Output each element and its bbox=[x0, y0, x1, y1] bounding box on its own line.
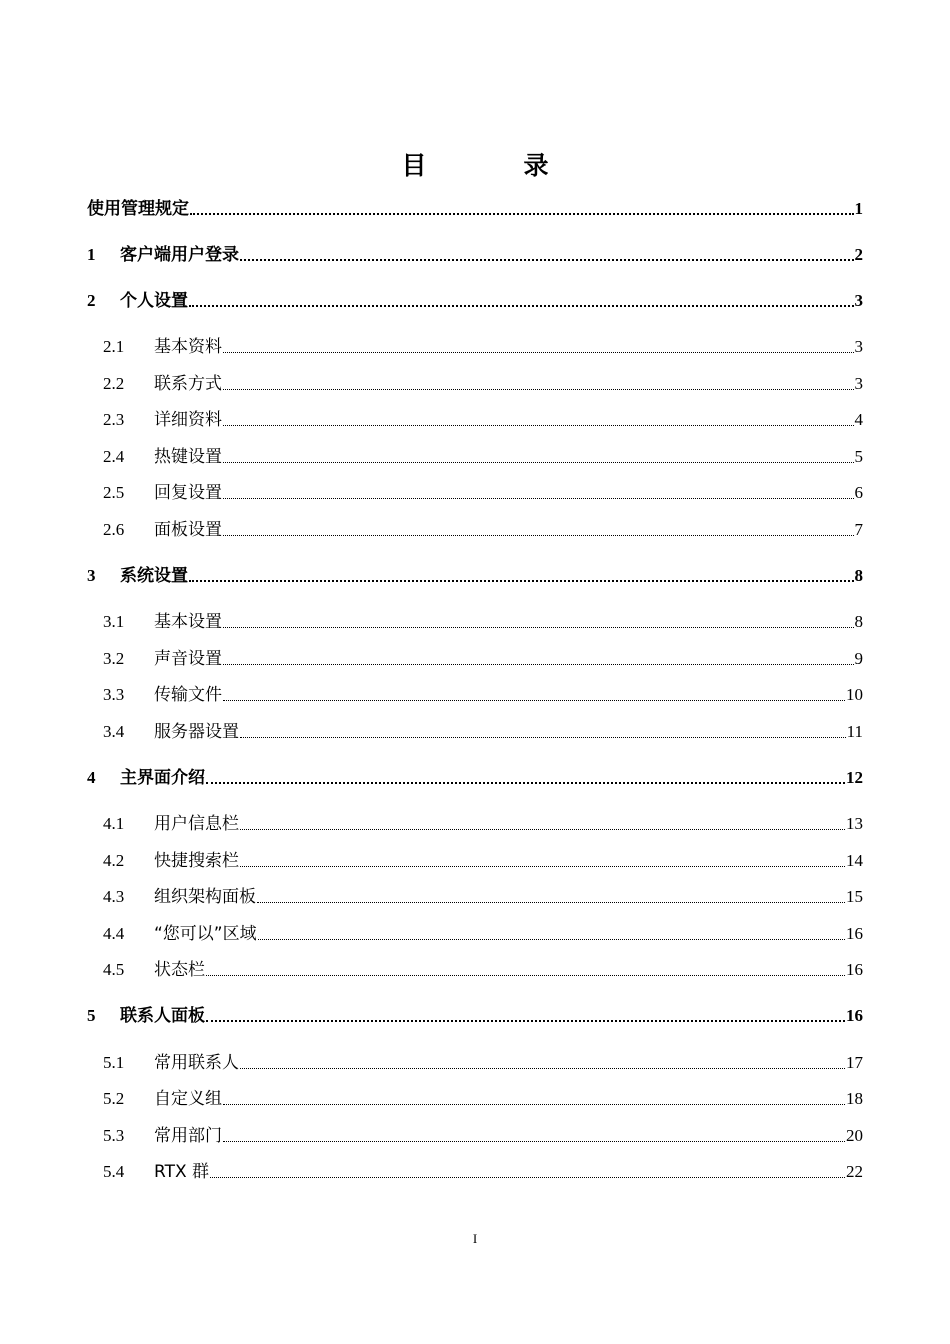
toc-entry-page: 14 bbox=[846, 851, 863, 870]
toc-entry-title: 传输文件 bbox=[154, 685, 222, 705]
toc-section-entry[interactable] bbox=[103, 849, 863, 873]
toc-entry-title: “您可以”区域 bbox=[154, 924, 257, 944]
toc-entry-page: 2 bbox=[854, 245, 863, 264]
toc-dot-leader bbox=[190, 197, 854, 215]
toc-entry-page: 8 bbox=[854, 566, 863, 585]
toc-section-entry[interactable] bbox=[103, 683, 863, 707]
toc-entry-page: 17 bbox=[846, 1053, 863, 1072]
toc-entry-page: 16 bbox=[846, 1006, 863, 1025]
toc-entry-number: 4.5 bbox=[103, 960, 125, 979]
toc-entry-page: 3 bbox=[854, 291, 863, 310]
toc-chapter-entry[interactable] bbox=[87, 243, 863, 267]
toc-dot-leader bbox=[223, 648, 854, 665]
toc-dot-leader bbox=[223, 336, 854, 353]
toc-entry-number: 2.5 bbox=[103, 483, 125, 502]
toc-chapter-entry[interactable] bbox=[87, 564, 863, 588]
toc-entry-page: 13 bbox=[846, 814, 863, 833]
toc-dot-leader bbox=[189, 564, 854, 582]
toc-entry-title: 客户端用户登录 bbox=[120, 245, 239, 265]
toc-dot-leader bbox=[206, 1004, 845, 1022]
toc-section-entry[interactable] bbox=[103, 481, 863, 505]
toc-entry-title: 回复设置 bbox=[154, 483, 222, 503]
toc-entry-title: 常用联系人 bbox=[154, 1053, 239, 1073]
toc-entry-title: RTX 群 bbox=[154, 1162, 210, 1182]
toc-entry-page: 9 bbox=[854, 649, 863, 668]
toc-entry-title: 用户信息栏 bbox=[154, 814, 239, 834]
toc-entry-number: 4.1 bbox=[103, 814, 125, 833]
toc-entry-title: 联系方式 bbox=[154, 374, 222, 394]
toc-dot-leader bbox=[240, 243, 854, 261]
toc-entry-page: 18 bbox=[846, 1089, 863, 1108]
toc-chapter-entry[interactable] bbox=[87, 197, 863, 221]
toc-section-entry[interactable] bbox=[103, 1087, 863, 1111]
toc-dot-leader bbox=[240, 721, 846, 738]
toc-entry-page: 3 bbox=[854, 374, 863, 393]
toc-entry-number: 2.4 bbox=[103, 447, 125, 466]
toc-entry-title: 使用管理规定 bbox=[87, 199, 189, 219]
toc-section-entry[interactable] bbox=[103, 335, 863, 359]
toc-entry-title: 状态栏 bbox=[154, 960, 205, 980]
toc-dot-leader bbox=[223, 1088, 845, 1105]
toc-entry-page: 1 bbox=[854, 199, 863, 218]
toc-dot-leader bbox=[258, 923, 845, 940]
toc-entry-page: 7 bbox=[854, 520, 863, 539]
toc-section-entry[interactable] bbox=[103, 610, 863, 634]
toc-dot-leader bbox=[240, 1052, 845, 1069]
toc-entry-number: 2.1 bbox=[103, 337, 125, 356]
toc-entry-title: 服务器设置 bbox=[154, 722, 239, 742]
toc-dot-leader bbox=[257, 886, 845, 903]
toc-entry-number: 2 bbox=[87, 291, 96, 310]
toc-entry-page: 10 bbox=[846, 685, 863, 704]
toc-dot-leader bbox=[223, 482, 854, 499]
toc-dot-leader bbox=[189, 289, 854, 307]
toc-entry-title: 快捷搜索栏 bbox=[154, 851, 239, 871]
toc-dot-leader bbox=[210, 1161, 845, 1178]
toc-entry-number: 3 bbox=[87, 566, 96, 585]
toc-entry-title: 基本资料 bbox=[154, 337, 222, 357]
toc-section-entry[interactable] bbox=[103, 720, 863, 744]
toc-chapter-entry[interactable] bbox=[87, 289, 863, 313]
toc-section-entry[interactable] bbox=[103, 408, 863, 432]
toc-dot-leader bbox=[223, 446, 854, 463]
toc-section-entry[interactable] bbox=[103, 1124, 863, 1148]
toc-section-entry[interactable] bbox=[103, 1051, 863, 1075]
toc-entry-number: 5.1 bbox=[103, 1053, 125, 1072]
toc-dot-leader bbox=[206, 959, 845, 976]
toc-section-entry[interactable] bbox=[103, 647, 863, 671]
toc-entry-title: 个人设置 bbox=[120, 291, 188, 311]
toc-entry-page: 11 bbox=[846, 722, 863, 741]
toc-dot-leader bbox=[223, 684, 845, 701]
toc-entry-number: 3.2 bbox=[103, 649, 125, 668]
toc-dot-leader bbox=[223, 611, 854, 628]
toc-dot-leader bbox=[206, 766, 845, 784]
toc-section-entry[interactable] bbox=[103, 958, 863, 982]
toc-entry-number: 4.3 bbox=[103, 887, 125, 906]
toc-entry-page: 20 bbox=[846, 1126, 863, 1145]
toc-entry-number: 5 bbox=[87, 1006, 96, 1025]
toc-entry-number: 2.6 bbox=[103, 520, 125, 539]
toc-entry-page: 16 bbox=[846, 960, 863, 979]
toc-entry-number: 2.3 bbox=[103, 410, 125, 429]
toc-entry-number: 3.4 bbox=[103, 722, 125, 741]
toc-entry-title: 基本设置 bbox=[154, 612, 222, 632]
page-title: 目 录 bbox=[401, 151, 585, 180]
toc-dot-leader bbox=[223, 409, 854, 426]
toc-entry-number: 4 bbox=[87, 768, 96, 787]
toc-entry-title: 热键设置 bbox=[154, 447, 222, 467]
toc-chapter-entry[interactable] bbox=[87, 766, 863, 790]
toc-entry-number: 5.2 bbox=[103, 1089, 125, 1108]
toc-entry-number: 5.3 bbox=[103, 1126, 125, 1145]
toc-entry-page: 12 bbox=[846, 768, 863, 787]
toc-entry-number: 3.3 bbox=[103, 685, 125, 704]
toc-section-entry[interactable] bbox=[103, 1160, 863, 1184]
toc-entry-title: 组织架构面板 bbox=[154, 887, 256, 907]
toc-dot-leader bbox=[223, 373, 854, 390]
toc-entry-number: 5.4 bbox=[103, 1162, 125, 1181]
toc-entry-page: 15 bbox=[846, 887, 863, 906]
toc-section-entry[interactable] bbox=[103, 445, 863, 469]
toc-entry-page: 5 bbox=[854, 447, 863, 466]
toc-section-entry[interactable] bbox=[103, 372, 863, 396]
toc-entry-number: 1 bbox=[87, 245, 96, 264]
toc-dot-leader bbox=[240, 850, 845, 867]
toc-entry-number: 4.4 bbox=[103, 924, 125, 943]
toc-section-entry[interactable] bbox=[103, 922, 863, 946]
toc-entry-page: 6 bbox=[854, 483, 863, 502]
toc-entry-title: 声音设置 bbox=[154, 649, 222, 669]
toc-entry-page: 22 bbox=[846, 1162, 863, 1181]
toc-section-entry[interactable] bbox=[103, 885, 863, 909]
toc-entry-page: 3 bbox=[854, 337, 863, 356]
page-number: I bbox=[472, 1231, 478, 1246]
toc-entry-title: 系统设置 bbox=[120, 566, 188, 586]
toc-entry-title: 面板设置 bbox=[154, 520, 222, 540]
toc-entry-number: 2.2 bbox=[103, 374, 125, 393]
toc-entry-page: 8 bbox=[854, 612, 863, 631]
toc-entry-number: 3.1 bbox=[103, 612, 125, 631]
toc-entry-page: 4 bbox=[854, 410, 863, 429]
toc-dot-leader bbox=[240, 813, 845, 830]
toc-chapter-entry[interactable] bbox=[87, 1004, 863, 1028]
toc-entry-title: 自定义组 bbox=[154, 1089, 222, 1109]
toc-entry-number: 4.2 bbox=[103, 851, 125, 870]
toc-entry-title: 联系人面板 bbox=[120, 1006, 205, 1026]
toc-entry-title: 常用部门 bbox=[154, 1126, 222, 1146]
toc-entry-title: 主界面介绍 bbox=[120, 768, 205, 788]
toc-dot-leader bbox=[223, 1125, 845, 1142]
toc-dot-leader bbox=[223, 519, 854, 536]
toc-section-entry[interactable] bbox=[103, 812, 863, 836]
toc-section-entry[interactable] bbox=[103, 518, 863, 542]
toc-entry-title: 详细资料 bbox=[154, 410, 222, 430]
toc-entry-page: 16 bbox=[846, 924, 863, 943]
